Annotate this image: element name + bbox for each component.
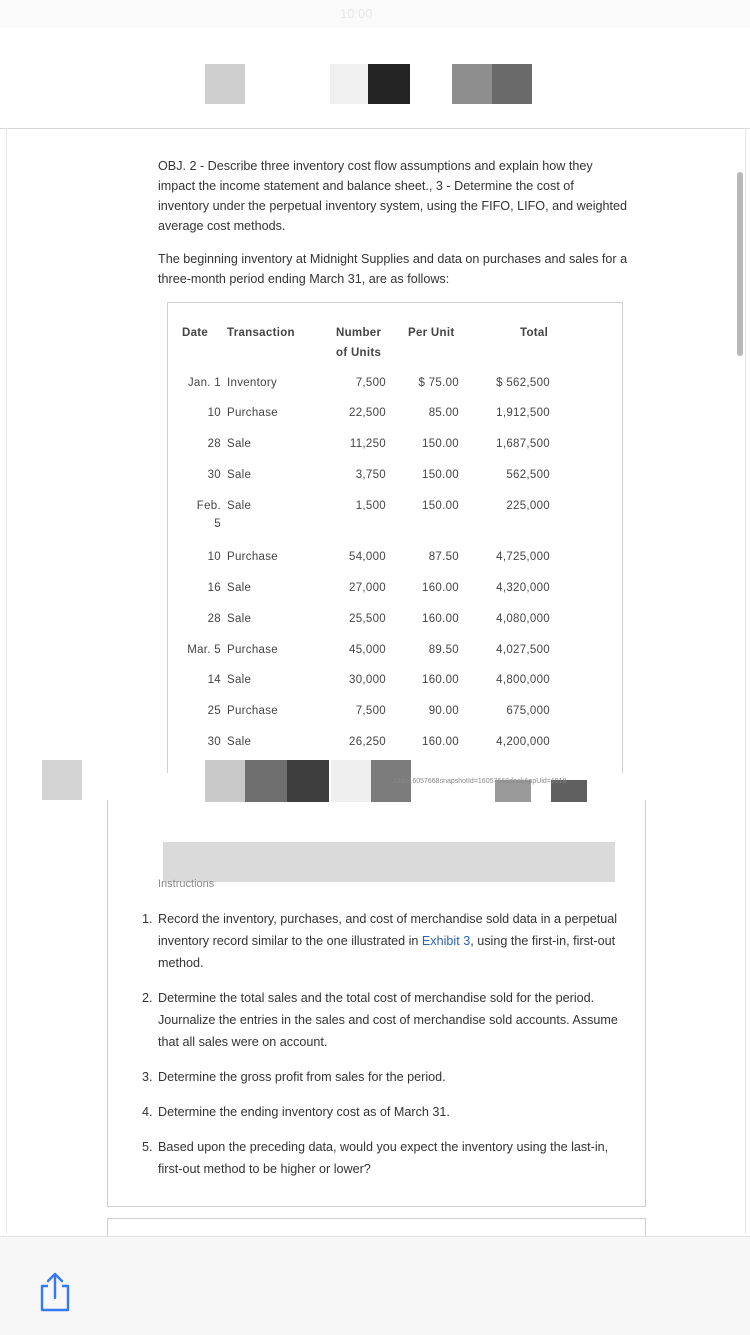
objective-text: OBJ. 2 - Describe three inventory cost flow assumptions and explain how they impact the income statement and balance sheet., 3 - Determine the cost of inventory under the perpetual inventory system, using the FIFO, LIFO, and weighted average cost methods. [158,159,628,233]
cell-total: 4,080,000 [496,613,550,625]
toolbar-placeholder-block [205,64,245,104]
cell-date: Jan. 1 [187,377,221,389]
cell-per-unit: 160.00 [422,736,459,748]
url-fragment: ...Uid=16057668snapshotId=16057668dockAppUid=1018 [388,778,567,785]
intro-text: The beginning inventory at Midnight Supplies and data on purchases and sales for a three-month period ending March 31, are as follows: [158,252,628,286]
cell-per-unit: 160.00 [422,582,459,594]
cell-units: 25,500 [349,613,386,625]
status-time: 10:00 [340,6,373,21]
instruction-number: 5. [142,1140,153,1154]
cell-total: 4,320,000 [496,582,550,594]
cell-per-unit: 150.00 [422,469,459,481]
cell-units: 26,250 [349,736,386,748]
cell-transaction: Sale [227,674,252,686]
cell-transaction: Sale [227,582,252,594]
cell-per-unit: 85.00 [428,407,459,419]
cell-units: 54,000 [349,551,386,563]
cell-date: 10 [207,551,221,563]
overlay-block [287,760,329,802]
cell-per-unit: 90.00 [428,705,459,717]
exhibit-link[interactable]: Exhibit 3 [421,934,471,948]
cell-units: 30,000 [349,674,386,686]
cell-units: 3,750 [355,469,386,481]
share-button[interactable] [36,1270,74,1314]
top-toolbar [0,28,750,129]
cell-units: 22,500 [349,407,386,419]
toolbar-placeholder-block [492,64,532,104]
cell-transaction: Purchase [227,644,278,656]
side-placeholder-block [42,760,82,800]
cell-date: 16 [207,582,221,594]
cell-date: 28 [207,613,221,625]
share-icon [36,1270,74,1314]
cell-per-unit: 150.00 [422,438,459,450]
instruction-item [142,1066,632,1088]
cell-per-unit: $ 75.00 [418,377,459,389]
cell-date-2: 5 [214,518,221,530]
cell-units: 27,000 [349,582,386,594]
cell-date: 30 [207,469,221,481]
instruction-text: Determine the gross profit from sales for the period. [158,1070,446,1084]
cell-units: 45,000 [349,644,386,656]
cell-transaction: Purchase [227,407,278,419]
inventory-table [167,302,623,773]
overlay-block [205,760,245,802]
toolbar-placeholder-block [368,64,410,104]
cell-transaction: Sale [227,500,252,512]
cell-units: 7,500 [355,705,386,717]
instruction-number: 4. [142,1105,153,1119]
cell-units: 11,250 [349,438,386,450]
header-date: Date [182,327,209,339]
cell-total: 4,200,000 [496,736,550,748]
cell-transaction: Sale [227,613,252,625]
cell-date: 30 [207,736,221,748]
cell-per-unit: 89.50 [428,644,459,656]
cell-transaction: Inventory [227,377,278,389]
toolbar-placeholder-block [330,64,368,104]
cell-units: 1,500 [355,500,386,512]
cell-total: $ 562,500 [496,377,550,389]
cell-total: 4,800,000 [496,674,550,686]
cell-total: 675,000 [506,705,550,717]
instructions-label: Instructions [158,878,215,890]
cell-date: 28 [207,438,221,450]
header-total: Total [520,327,549,339]
instruction-item [142,1101,632,1123]
instruction-text: Determine the total sales and the total cost of merchandise sold for the period. Journalize the entries in the sales and cost of merchandise sold accounts. Assume that all sales were on account. [158,991,618,1049]
bottom-toolbar [0,1236,750,1335]
instruction-text: Based upon the preceding data, would you expect the inventory using the last-in, first-out method to be higher or lower? [158,1140,609,1176]
cell-date: 25 [207,705,221,717]
instructions-header-band [163,842,615,882]
cell-transaction: Purchase [227,705,278,717]
toolbar-placeholder-block [452,64,492,104]
header-transaction: Transaction [227,327,295,339]
instruction-text: Record the inventory, purchases, and cost of merchandise sold data in a perpetual inventory record similar to the one illustrated in Exhibit 3, using the first-in, first-out method. [158,912,618,970]
cell-date: Mar. 5 [187,644,221,656]
overlay-block [331,760,371,802]
cell-date: Feb. [196,500,221,512]
instruction-text: Determine the ending inventory cost as of March 31. [158,1105,450,1119]
status-bar [0,0,750,28]
cell-total: 4,725,000 [496,551,550,563]
cell-transaction: Sale [227,736,252,748]
cell-units: 7,500 [355,377,386,389]
cell-total: 4,027,500 [496,644,550,656]
cell-date: 10 [207,407,221,419]
instruction-number: 1. [142,912,153,926]
cell-per-unit: 87.50 [428,551,459,563]
instructions-list [142,908,632,1193]
cell-per-unit: 150.00 [422,500,459,512]
cell-per-unit: 160.00 [422,613,459,625]
cell-per-unit: 160.00 [422,674,459,686]
instruction-number: 2. [142,991,153,1005]
cell-total: 1,687,500 [496,438,550,450]
header-per-unit: Per Unit [408,327,455,339]
cell-total: 225,000 [506,500,550,512]
cell-transaction: Sale [227,438,252,450]
overlay-block [245,760,287,802]
cell-total: 1,912,500 [496,407,550,419]
instruction-item [142,908,632,974]
cell-transaction: Purchase [227,551,278,563]
instruction-item [142,987,632,1053]
instruction-number: 3. [142,1070,153,1084]
cell-date: 14 [207,674,221,686]
cell-transaction: Sale [227,469,252,481]
header-units: Number [336,327,382,339]
scrollbar-thumb[interactable] [737,172,743,356]
instruction-item [142,1136,632,1180]
header-units-2: of Units [336,347,382,359]
cell-total: 562,500 [506,469,550,481]
